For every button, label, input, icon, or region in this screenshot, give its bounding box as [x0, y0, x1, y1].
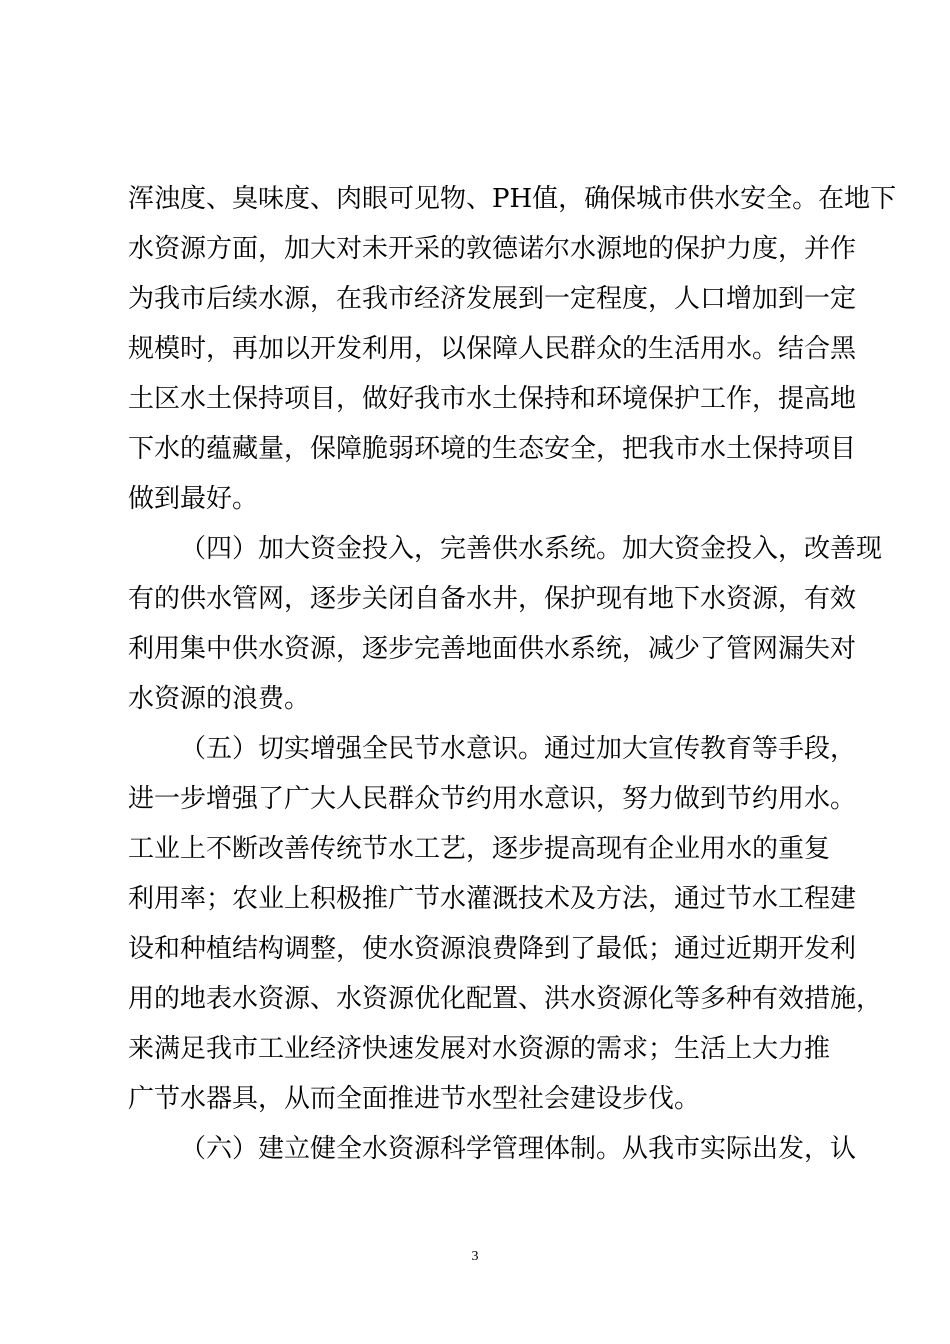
- paragraph-3-line-5: 设和种植结构调整，使水资源浪费降到了最低；通过近期开发利: [128, 934, 857, 964]
- paragraph-2-line-3: 利用集中供水资源，逐步完善地面供水系统，减少了管网漏失对: [128, 634, 857, 664]
- paragraph-1-line-2: 水资源方面，加大对未开采的敦德诺尔水源地的保护力度，并作: [128, 234, 857, 264]
- paragraph-3-line-6: 用的地表水资源、水资源优化配置、洪水资源化等多种有效措施，: [128, 984, 883, 1014]
- paragraph-3-line-7: 来满足我市工业经济快速发展对水资源的需求；生活上大力推: [128, 1034, 831, 1064]
- paragraph-1-line-5: 土区水土保持项目，做好我市水土保持和环境保护工作，提高地: [128, 384, 857, 414]
- paragraph-1-line-1: 浑浊度、臭味度、肉眼可见物、PH值，确保城市供水安全。在地下: [128, 184, 897, 214]
- paragraph-1-line-6: 下水的蕴藏量，保障脆弱环境的生态安全，把我市水土保持项目: [128, 434, 857, 464]
- paragraph-1-line-7: 做到最好。: [128, 484, 259, 514]
- paragraph-2-line-4: 水资源的浪费。: [128, 684, 311, 714]
- page-number: 3: [471, 1249, 479, 1264]
- paragraph-3-line-2: 进一步增强了广大人民群众节约用水意识，努力做到节约用水。: [128, 784, 857, 814]
- paragraph-1-line-3: 为我市后续水源，在我市经济发展到一定程度，人口增加到一定: [128, 284, 857, 314]
- paragraph-3-line-4: 利用率；农业上积极推广节水灌溉技术及方法，通过节水工程建: [128, 884, 857, 914]
- paragraph-1-line-4: 规模时，再加以开发利用，以保障人民群众的生活用水。结合黑: [128, 334, 857, 364]
- paragraph-3-line-3: 工业上不断改善传统节水工艺，逐步提高现有企业用水的重复: [128, 834, 831, 864]
- paragraph-2-line-1: （四）加大资金投入，完善供水系统。加大资金投入，改善现: [180, 534, 883, 564]
- paragraph-3-line-1: （五）切实增强全民节水意识。通过加大宣传教育等手段，: [180, 734, 857, 764]
- paragraph-3-line-8: 广节水器具，从而全面推进节水型社会建设步伐。: [128, 1084, 701, 1114]
- paragraph-2-line-2: 有的供水管网，逐步关闭自备水井，保护现有地下水资源，有效: [128, 584, 857, 614]
- paragraph-4-line-1: （六）建立健全水资源科学管理体制。从我市实际出发，认: [180, 1134, 857, 1164]
